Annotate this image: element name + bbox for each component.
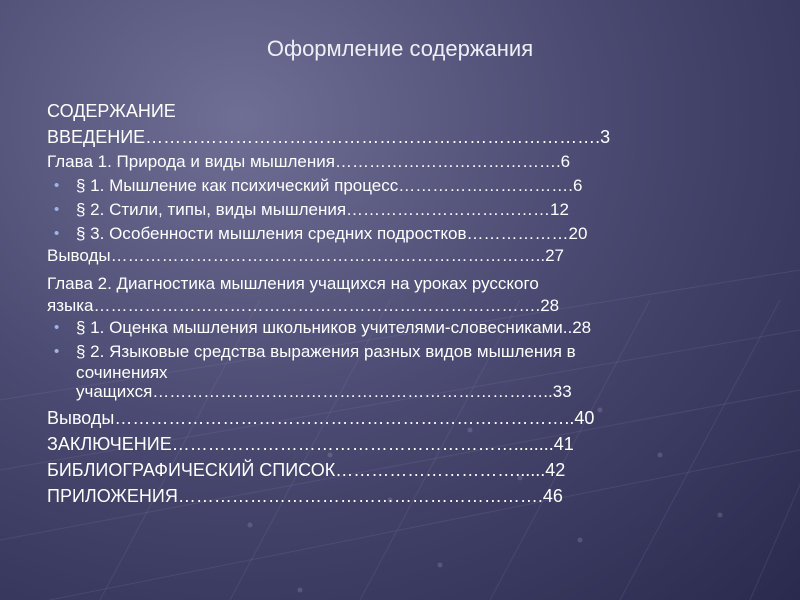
bullet-icon: • — [54, 319, 60, 336]
toc-section-2-1 — [47, 316, 762, 340]
toc-chapter-2: Глава 2. Диагностика мышления учащихся на уроках русского — [47, 274, 539, 293]
bullet-icon: • — [54, 177, 60, 194]
toc-section-label: § 2. Языковые средства выражения разных видов мышления в — [76, 342, 576, 361]
toc-section-1-1 — [47, 174, 762, 198]
toc-section-label: § 1. Мышление как психический процесс………………………….6 — [76, 176, 583, 195]
toc-conclusions: Выводы…………………………………………………………………..40 — [47, 408, 595, 428]
toc-section-2-2-continued: сочинениях — [76, 363, 168, 382]
toc-heading: СОДЕРЖАНИЕ — [47, 101, 176, 121]
bullet-icon: • — [54, 225, 60, 242]
toc-introduction: ВВЕДЕНИЕ………………………………………………………………….3 — [47, 127, 611, 147]
toc-chapter-1-conclusions: Выводы…………………………………………………………………..27 — [47, 246, 564, 265]
table-of-contents — [47, 98, 762, 509]
toc-conclusion: ЗАКЛЮЧЕНИЕ…………………………………………………........41 — [47, 434, 574, 454]
toc-bibliography: БИБЛИОГРАФИЧЕСКИЙ СПИСОК…………………………......42 — [47, 460, 566, 480]
toc-section-1-2 — [47, 198, 762, 222]
toc-chapter-1: Глава 1. Природа и виды мышления………………………………….6 — [47, 152, 571, 171]
toc-appendices: ПРИЛОЖЕНИЯ…………………………………………………….46 — [47, 486, 563, 506]
toc-section-label: § 3. Особенности мышления средних подростков………………20 — [76, 224, 588, 243]
toc-section-2-2 — [47, 340, 762, 364]
bullet-icon: • — [54, 201, 60, 218]
toc-section-label: § 2. Стили, типы, виды мышления………………………………12 — [76, 200, 569, 219]
slide-title: Оформление содержания — [266, 36, 534, 61]
toc-chapter-2-continued: языка…………………………………………………………………….28 — [47, 296, 560, 315]
toc-section-label: § 1. Оценка мышления школьников учителями-словесниками..28 — [76, 318, 592, 337]
toc-section-1-3 — [47, 222, 762, 246]
toc-section-2-2-end: учащихся……………………………………………………………..33 — [76, 382, 572, 401]
bullet-icon: • — [54, 343, 60, 360]
